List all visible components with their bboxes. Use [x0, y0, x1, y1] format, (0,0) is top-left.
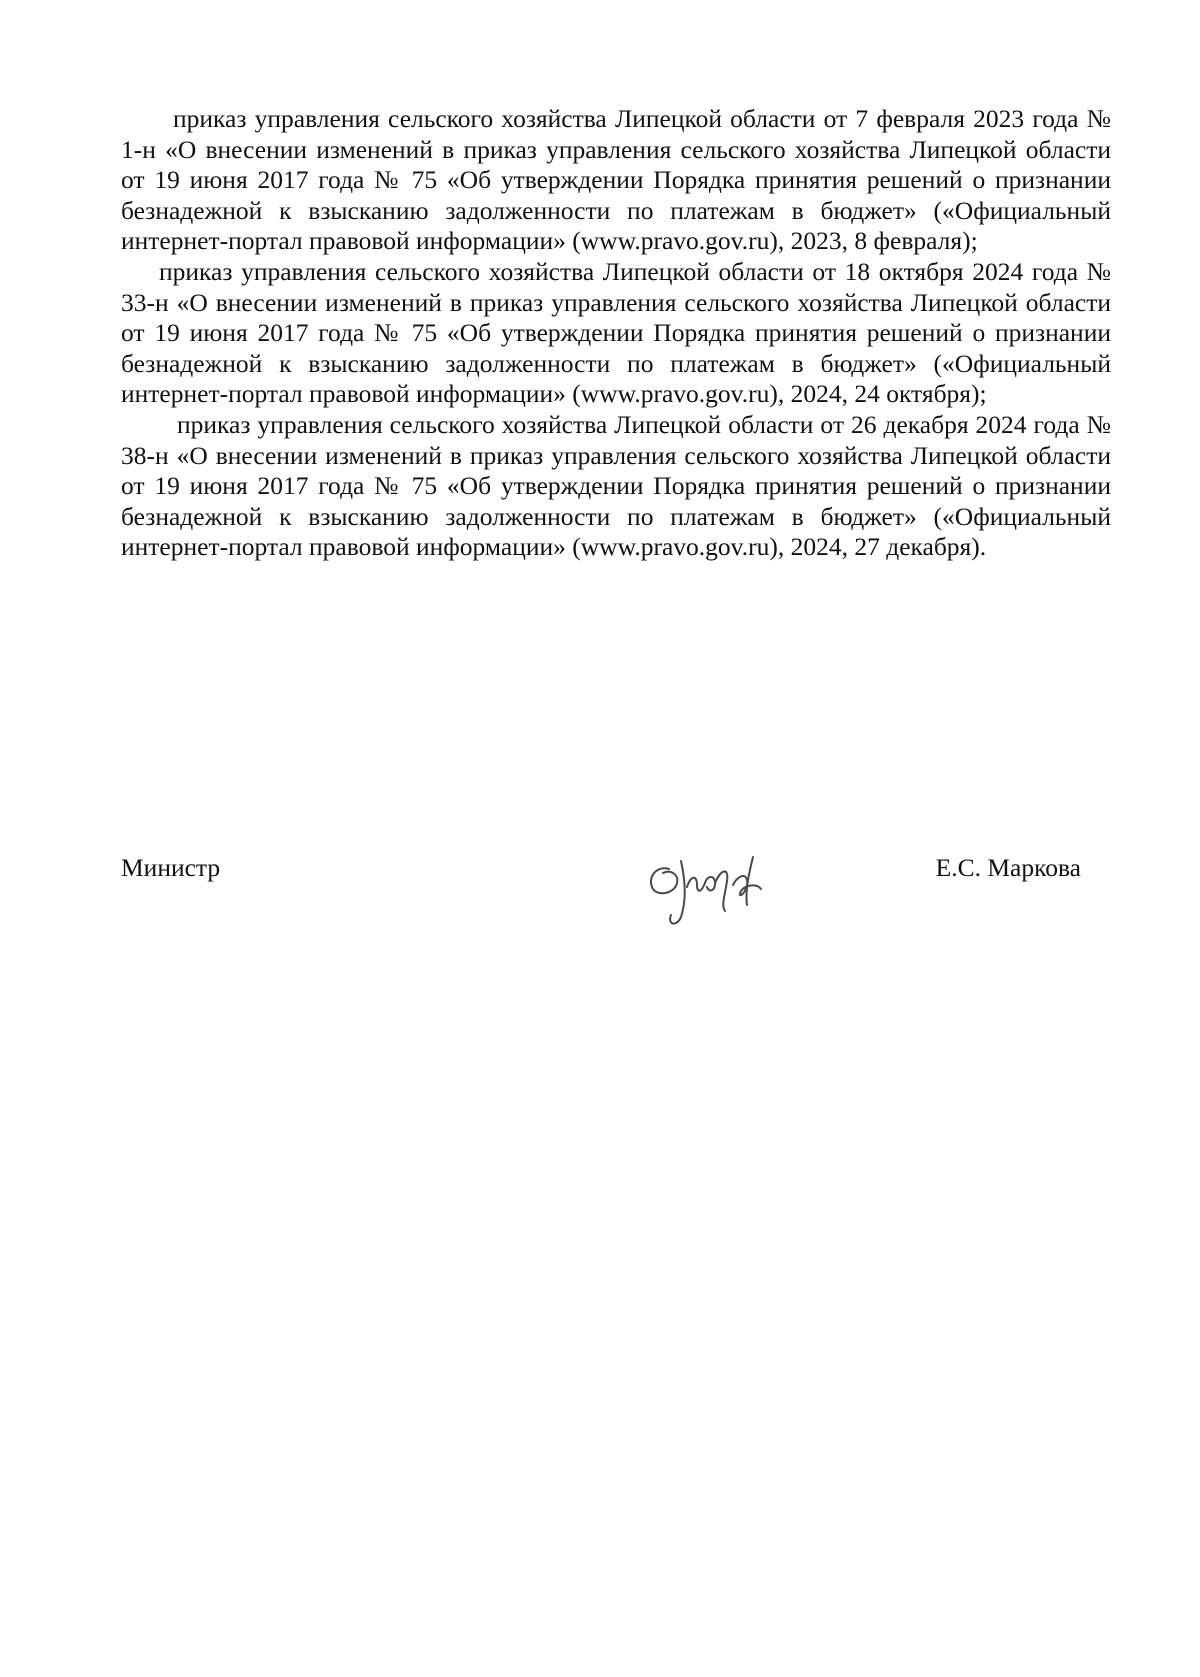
paragraph-order-33n: приказ управления сельского хозяйства Липецкой области от 18 октября 2024 года № 33-н «О внесении изменений в приказ управления сельского хозяйства Липецкой области от 19 июня 2017 года № 75 «Об утверждении Порядка принятия решений о признании безнадежной к взысканию задолженности по платежам в бюджет» («Официальный интернет-портал правовой информации» (www.pravo.gov.ru), 2024, 24 октября);	[121, 256, 1111, 409]
paragraph-order-38n: приказ управления сельского хозяйства Липецкой области от 26 декабря 2024 года № 38-н «О внесении изменений в приказ управления сельского хозяйства Липецкой области от 19 июня 2017 года № 75 «Об утверждении Порядка принятия решений о признании безнадежной к взысканию задолженности по платежам в бюджет» («Официальный интернет-портал правовой информации» (www.pravo.gov.ru), 2024, 27 декабря).	[121, 409, 1111, 562]
handwritten-signature	[641, 839, 791, 939]
signer-name: Е.С. Маркова	[935, 853, 1081, 882]
paragraph-order-1n: приказ управления сельского хозяйства Липецкой области от 7 февраля 2023 года № 1-н «О внесении изменений в приказ управления сельского хозяйства Липецкой области от 19 июня 2017 года № 75 «Об утверждении Порядка принятия решений о признании безнадежной к взысканию задолженности по платежам в бюджет» («Официальный интернет-портал правовой информации» (www.pravo.gov.ru), 2023, 8 февраля);	[121, 104, 1111, 256]
signature-block	[121, 853, 1111, 943]
signer-position: Министр	[121, 853, 221, 882]
document-body	[121, 104, 1111, 563]
